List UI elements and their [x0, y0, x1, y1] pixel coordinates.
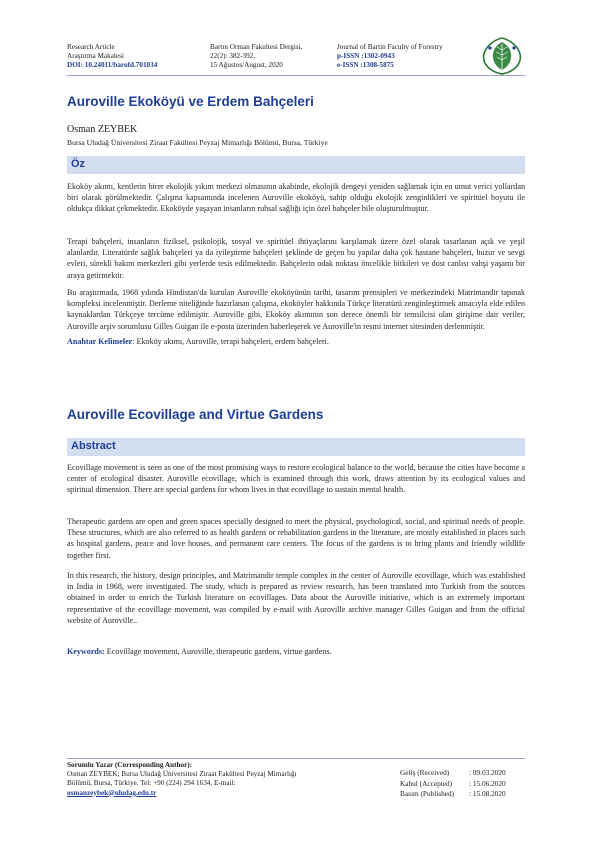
author-email-link[interactable]: osmanzeybek@uludag.edu.tr	[67, 788, 157, 797]
keywords-en	[67, 646, 525, 657]
abstract-paragraph-2: Therapeutic gardens are open and green spaces specially designed to meet the physical, psychological, social, and spiritual needs of people. These structures, which are also referred to as health gardens or rehabilitation gardens in the literature, are mostly established in places such as hospital gardens, peace and love houses, and permanent care centers. The focus of the gardens is to bring plants and friendly wildlife together first.	[67, 517, 525, 560]
keywords-tr	[67, 336, 525, 347]
date-received-label: Geliş (Received)	[400, 768, 450, 777]
author-affiliation: Bursa Uludağ Üniversitesi Ziraat Fakültesi Peyzaj Mimarlığı Bölümü, Bursa, Türkiye	[67, 138, 328, 147]
journal-leaf-logo-icon	[480, 36, 524, 76]
article-type-block	[67, 43, 157, 70]
date-accepted-label: Kabul (Accepted)	[400, 778, 453, 788]
keywords-tr-values: : Ekoköy akımı, Auroville, terapi bahçeleri, erdem bahçeleri.	[132, 337, 329, 346]
date-published-label: Basım (Published)	[400, 789, 455, 798]
oz-section-bar	[67, 156, 525, 174]
date-received	[400, 768, 530, 779]
abstract-paragraph-1: Ecovillage movement is seen as one of the most promising ways to restore ecological balance to the world, because the cities have become a center of ecological disaster. Auroville ecovillage, which is examined through this work, draws attention by its ecological values and spiritual dimension. There are special gardens for whom lives in that ecovillage to sustain mental health.	[67, 463, 525, 495]
oz-heading: Öz	[71, 158, 86, 170]
e-issn: e-ISSN :1308-5875	[337, 61, 394, 69]
date-published-value: : 15.08.2020	[469, 789, 506, 798]
date-accepted	[400, 779, 530, 790]
date-published	[400, 789, 530, 800]
corresponding-author-label: Sorumlu Yazar (Corresponding Author):	[67, 761, 193, 769]
oz-paragraph-3: Bu araştırmada, 1968 yılında Hindistan'da kurulan Auroville ekoköyünün tarihi, tasarım prensipleri ve merkezindeki Matrimandir tapınak kompleksi incelenmiştir. Derleme niteliğinde hazırlanan çalışma, ekoköyler hakkında Türkçe literatürü zenginleştirmek amacıyla elde edilen kaynaklardan Türkçeye tercüme edilmiştir. Auroville gibi, Ekoköy akımının son derece önemli bir temsilcisi olan girişime dair veriler, Auroville arşiv sorumlusu Gilles Guigan ile e-posta üzerinden haberleşerek ve Auroville'in resmi internet sitesinden derlenmiştir.	[67, 288, 525, 331]
abstract-heading: Abstract	[71, 440, 116, 452]
abstract-paragraph-3: In this research, the history, design principles, and Matrimandir temple complex in the center of Auroville ecovillage, which was established in India in 1968, were investigated. The study, which is prepared as review research, has been translated into Turkish from the sources obtained in order to enrich the Turkish literature on ecovillages. Data about the Auroville initiative, which is an extremely important representative of the ecovillage movement, was compiled by e-mail with Auroville archive manager Gilles Guigan and from the official website of Auroville..	[67, 571, 525, 625]
keywords-en-values: Ecovillage movement, Auroville, therapeutic gardens, virtue gardens.	[104, 647, 332, 656]
publish-date: 15 Ağustos/August, 2020	[210, 61, 283, 69]
oz-paragraph-2: Terapi bahçeleri, insanların fiziksel, psikolojik, sosyal ve spiritüel ihtiyaçlarını karşılamak üzere özel olarak tasarlanan açık ve yeşil alanlardır. Literatürde sağlık bahçeleri ya da iyileştirme bahçeleri şeklinde de geçen bu yapılar daha çok hastane bahçeleri, huzur ve sevgi evleri, sürekli bakım merkezleri gibi yerlerde tesis edilmektedir. Bahçelerin odak noktası öncelikle bitkileri ve dost canlısı vahşi yaşamı bir araya getirmektir.	[67, 237, 525, 280]
abstract-section-bar	[67, 438, 525, 456]
journal-name-tr: Bartın Orman Fakultesi Dergisi,	[210, 43, 303, 51]
corresponding-author-line1: Osman ZEYBEK; Bursa Uludağ Üniversitesi Ziraat Fakültesi Peyzaj Mimarlığı	[67, 770, 297, 779]
volume-pages: 22(2): 382-392,	[210, 52, 256, 60]
keywords-tr-label: Anahtar Kelimeler	[67, 337, 133, 346]
header-divider	[67, 75, 525, 76]
footer-divider	[67, 758, 525, 759]
article-type-tr: Araştırma Makalesi	[67, 52, 124, 60]
corresponding-author-block	[67, 761, 367, 798]
date-accepted-value: : 15.06.2020	[469, 778, 506, 788]
title-tr: Auroville Ekoköyü ve Erdem Bahçeleri	[67, 94, 314, 109]
journal-info-block	[210, 43, 303, 70]
article-type-en: Research Article	[67, 43, 115, 51]
dates-block	[400, 768, 530, 800]
author-name: Osman ZEYBEK	[67, 124, 138, 135]
title-en: Auroville Ecovillage and Virtue Gardens	[67, 407, 324, 422]
issn-block	[337, 43, 443, 70]
date-received-value: : 09.03.2020	[469, 768, 506, 777]
corresponding-author-line2: Bölümü, Bursa, Türkiye. Tel: +90 (224) 294 1634, E-mail:	[67, 779, 236, 788]
p-issn: p-ISSN :1302-0943	[337, 52, 395, 60]
doi[interactable]: DOI: 10.24011/barofd.701034	[67, 61, 158, 69]
oz-paragraph-1: Ekoköy akımı, kentlerin birer ekolojik yıkım merkezi olmasının akabinde, ekolojik dengeyi yeniden sağlamak için en umut verici yollardan biri olarak görülmektedir. Çalışma kapsamında incelenen Auroville ekoköyü, sahip olduğu ekolojik zenginlikleri ve spiritüel boyutu ile oldukça dikkat çekmektedir. Ekoköyde yaşayan insanların ruhsal sağlığı için özel bahçeler bile oluşturulmuştur.	[67, 182, 525, 214]
keywords-en-label: Keywords:	[67, 647, 105, 656]
journal-name-en: Journal of Bartin Faculty of Forestry	[337, 43, 443, 51]
